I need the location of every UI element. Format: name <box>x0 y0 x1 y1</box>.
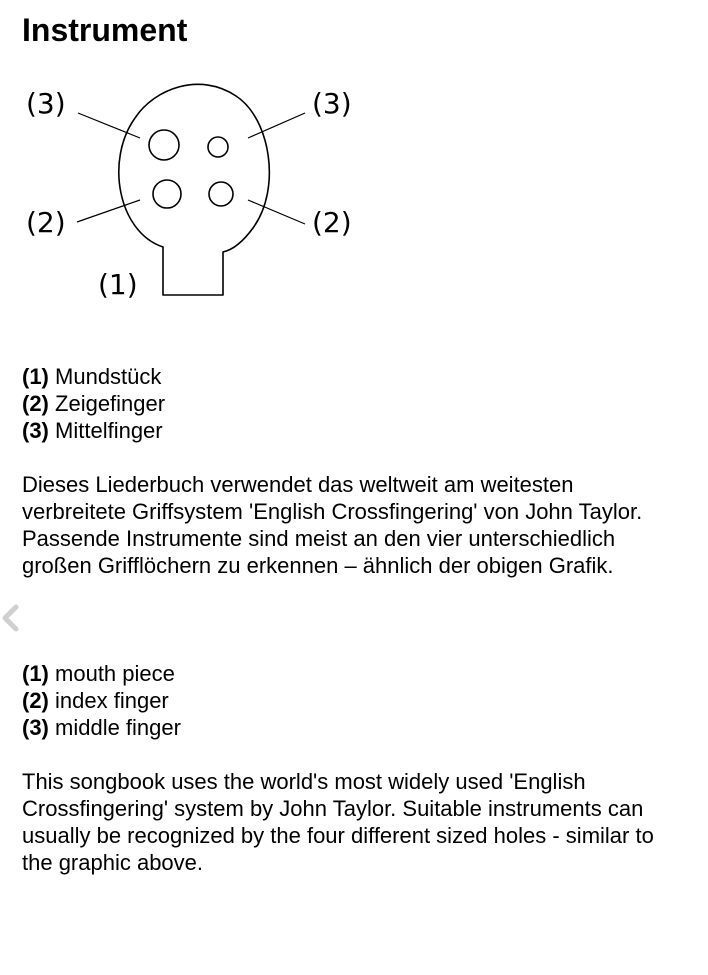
legend-text: Mundstück <box>55 364 162 389</box>
hole-left-medium <box>153 180 181 208</box>
legend-item <box>22 687 181 714</box>
legend-item <box>22 417 165 444</box>
legend-number: (1) <box>22 364 49 389</box>
legend-german <box>22 363 165 444</box>
legend-text: mouth piece <box>55 661 175 686</box>
legend-text: Zeigefinger <box>55 391 166 416</box>
legend-english <box>22 660 181 741</box>
legend-text: Mittelfinger <box>55 418 163 443</box>
legend-number: (2) <box>22 688 49 713</box>
paragraph-english: This songbook uses the world's most widely used 'English Crossfingering' system by John Taylor. Suitable instruments can usually be recognized by the four different sized holes - similar to the graphic above. <box>22 769 654 875</box>
ocarina-body-outline <box>119 84 270 295</box>
page-title: Instrument <box>22 12 188 48</box>
label-middle-right: (2) <box>312 206 352 239</box>
legend-item <box>22 363 165 390</box>
chevron-left-icon[interactable] <box>0 603 20 633</box>
legend-number: (2) <box>22 391 49 416</box>
hole-right-small <box>208 137 228 157</box>
hole-right-medium <box>209 182 233 206</box>
legend-number: (3) <box>22 715 49 740</box>
label-top-right: (3) <box>312 87 352 120</box>
legend-number: (1) <box>22 661 49 686</box>
label-top-left: (3) <box>26 87 66 120</box>
legend-item <box>22 714 181 741</box>
legend-text: index finger <box>55 688 169 713</box>
label-middle-left: (2) <box>26 206 66 239</box>
paragraph-german: Dieses Liederbuch verwendet das weltweit am weitesten verbreitete Griffsystem 'English Crossfingering' von John Taylor. Passende Instrumente sind meist an den vier unterschiedlich großen Grifflöchern zu erkennen – ähnlich der obigen Grafik. <box>22 472 643 578</box>
label-bottom: (1) <box>98 268 138 301</box>
hole-left-large <box>149 130 179 160</box>
legend-item <box>22 660 181 687</box>
legend-text: middle finger <box>55 715 181 740</box>
pointer-line-top-right <box>248 113 305 138</box>
legend-number: (3) <box>22 418 49 443</box>
pointer-line-middle-right <box>248 200 305 224</box>
legend-item <box>22 390 165 417</box>
instrument-diagram <box>0 70 380 310</box>
